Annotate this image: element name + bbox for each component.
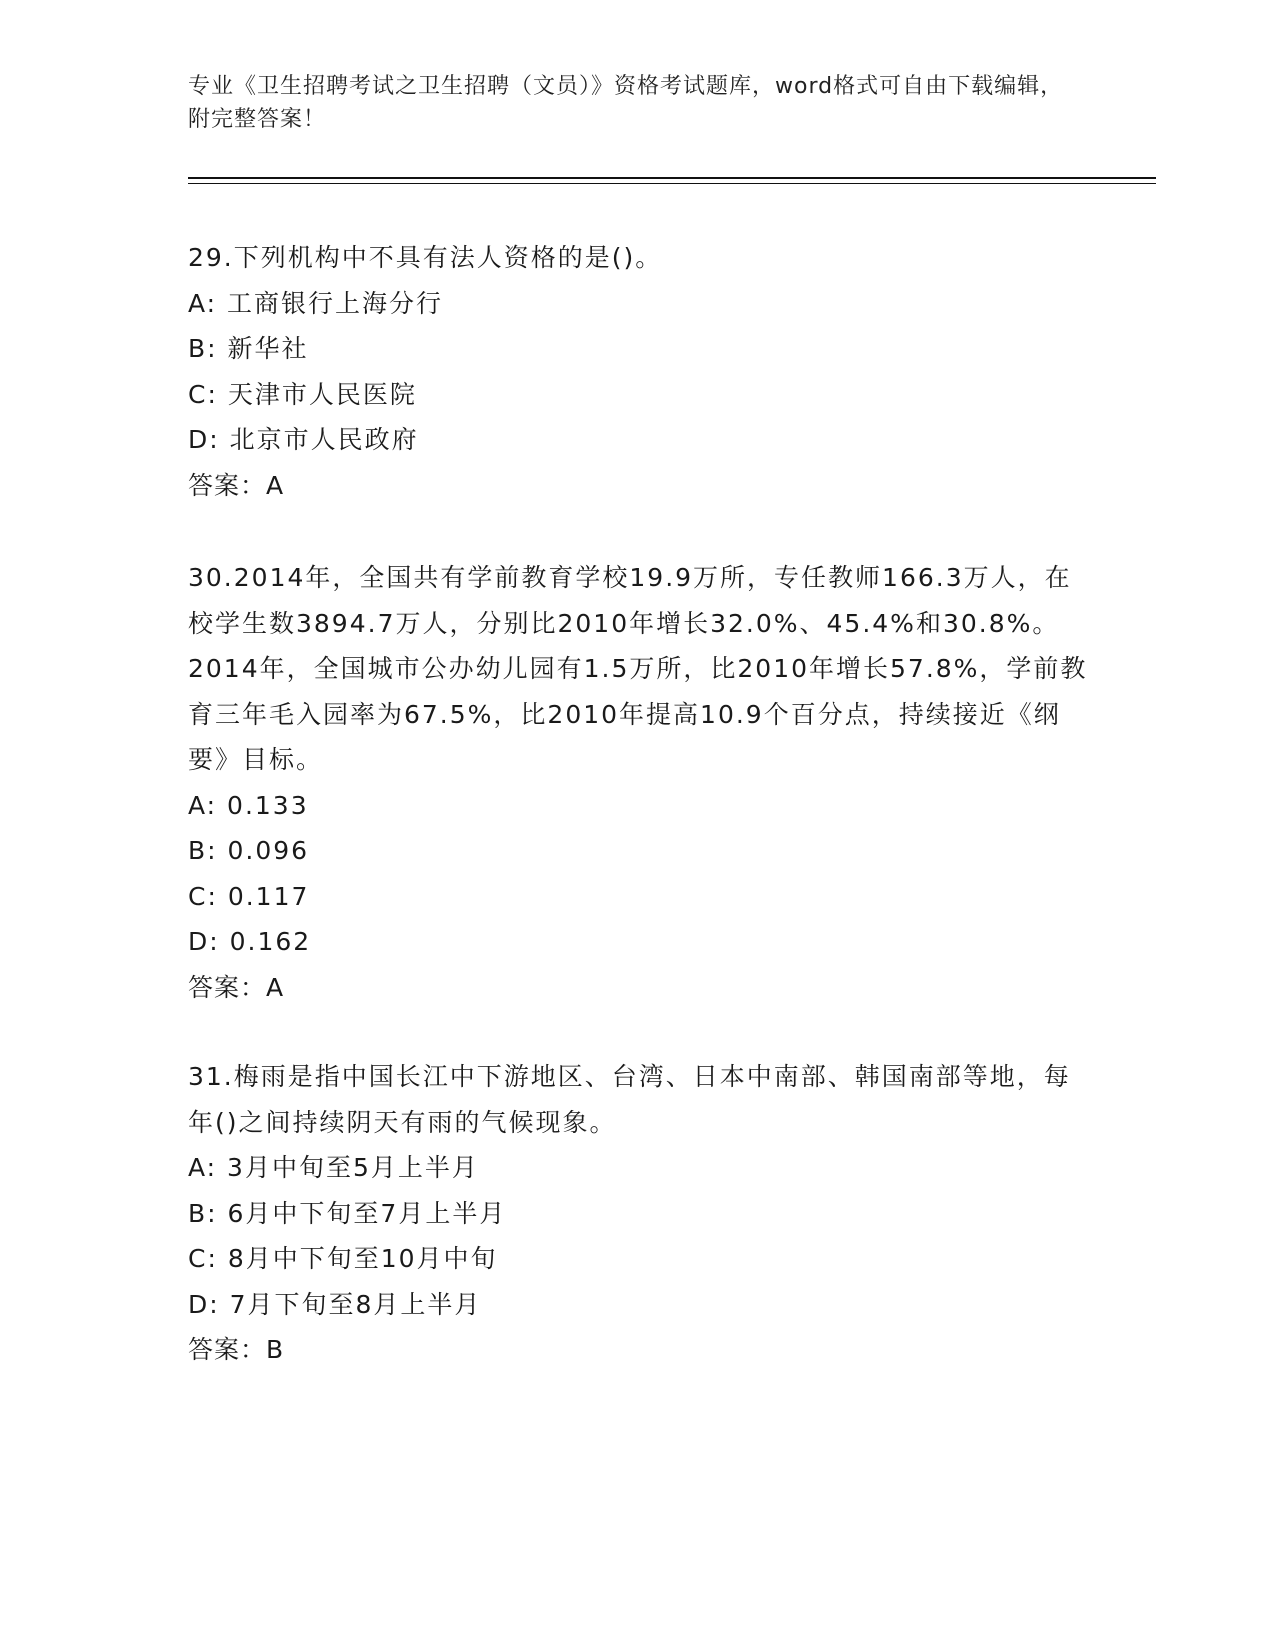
question-stem: 30.2014年，全国共有学前教育学校19.9万所，专任教师166.3万人，在校学生数3894.7万人，分别比2010年增长32.0%、45.4%和30.8%。2014年，全国城市公办幼儿园有1.5万所，比2010年增长57.8%，学前教育三年毛入园率为67.5%，比2010年提高10.9个百分点，持续接近《纲要》目标。 <box>188 563 1088 774</box>
option-d: D: 0.162 <box>188 927 312 956</box>
option-a: A: 0.133 <box>188 790 309 820</box>
question-31 <box>188 1054 1088 1373</box>
option-c: C: 8月中下旬至10月中旬 <box>188 1244 498 1273</box>
answer-text: 答案：A <box>188 972 285 1002</box>
option-d: D: 7月下旬至8月上半月 <box>188 1289 482 1319</box>
answer-text: 答案：B <box>188 1335 285 1364</box>
option-b: B: 6月中下旬至7月上半月 <box>188 1198 507 1228</box>
option-c: C: 天津市人民医院 <box>188 379 417 409</box>
header-divider-thin <box>188 183 1156 184</box>
question-stem: 31.梅雨是指中国长江中下游地区、台湾、日本中南部、韩国南部等地，每年()之间持续阴天有雨的气候现象。 <box>188 1062 1071 1137</box>
document-header: 专业《卫生招聘考试之卫生招聘（文员）》资格考试题库，word格式可自由下载编辑，附完整答案！ <box>188 74 1064 132</box>
option-a: A: 3月中旬至5月上半月 <box>188 1153 479 1182</box>
header-divider-thick <box>188 177 1156 179</box>
option-d: D: 北京市人民政府 <box>188 425 419 454</box>
option-c: C: 0.117 <box>188 881 310 911</box>
question-30 <box>188 555 1088 1010</box>
option-a: A: 工商银行上海分行 <box>188 288 444 318</box>
question-stem: 29.下列机构中不具有法人资格的是()。 <box>188 243 663 272</box>
question-29 <box>188 235 1088 508</box>
option-b: B: 0.096 <box>188 836 310 865</box>
option-b: B: 新华社 <box>188 334 309 363</box>
answer-text: 答案：A <box>188 470 285 500</box>
